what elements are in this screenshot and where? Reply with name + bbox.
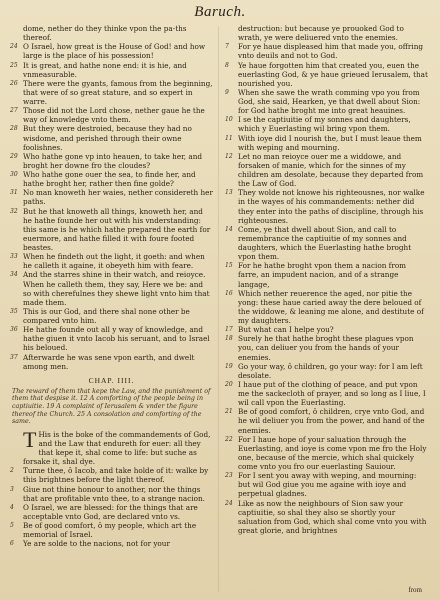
verse-number: 31 bbox=[10, 189, 18, 197]
verse-number: 30 bbox=[10, 171, 18, 178]
verse bbox=[10, 188, 213, 206]
verse bbox=[10, 325, 213, 352]
verse bbox=[225, 325, 428, 334]
verse-text: I haue put of the clothing of peace, and put vpon me the sackecloth of prayer, and so long as I liue, I wil call vpon the Euerlasting. bbox=[238, 379, 426, 408]
right-column bbox=[225, 24, 428, 535]
verse-text: Let no man reioyce ouer me a widdowe, and forsaken of manie, which for the sinnes of my children am desolate, because they departed from the Law of God. bbox=[238, 151, 424, 189]
verse bbox=[10, 503, 213, 521]
verse-number: 7 bbox=[225, 43, 229, 51]
verse bbox=[225, 289, 428, 326]
verse bbox=[225, 380, 428, 407]
right-verses bbox=[225, 24, 428, 535]
verse bbox=[10, 207, 213, 253]
verse-text: And the starres shine in their watch, and reioyce. When he calleth them, they say, Here we be: and so with cherefulnes they shewe light vnto him that made them. bbox=[23, 270, 210, 307]
verse bbox=[10, 270, 213, 307]
verse-text: For I haue hope of your saluation through the Euerlasting, and ioye is come vpon me fro the Holy one, because of the mercie, which shal quickely come vnto you fro our euerlasting Sauiour. bbox=[238, 434, 427, 471]
verse-number: 6 bbox=[10, 540, 14, 548]
verse-number: 8 bbox=[225, 61, 229, 69]
verse-text: Ye haue forgotten him that created you, euen the euerlasting God, & ye haue grieued Ierusalem, that nourished you. bbox=[238, 60, 428, 88]
verse bbox=[225, 88, 428, 115]
verse bbox=[10, 170, 213, 188]
verse-number: 10 bbox=[225, 116, 233, 124]
verse bbox=[225, 61, 428, 88]
verse bbox=[10, 24, 213, 42]
verse bbox=[225, 435, 428, 472]
verse-number: 16 bbox=[225, 289, 233, 297]
verse-number: 11 bbox=[225, 134, 233, 142]
verse bbox=[225, 24, 428, 42]
verse-number: 37 bbox=[10, 353, 18, 361]
verse-text: I se the captiuitie of my sonnes and daughters, which y Euerlasting wil bring vpon them. bbox=[238, 115, 411, 134]
verse-number: 3 bbox=[10, 485, 14, 493]
verse-text: His is the boke of the commandements of God, and the Law that endureth for euer: all they that kepe it, shal come to life: but suche as forsake it, shal dye. bbox=[23, 429, 211, 467]
verse-number: 33 bbox=[10, 253, 18, 261]
verse-number: 22 bbox=[225, 435, 233, 443]
verse-text: O Israel, how great is the House of God! and how large is the place of his possession! bbox=[23, 42, 206, 61]
verse bbox=[225, 407, 428, 434]
chapter-summary: The reward of them that kepe the Law, and the punishment of them that despise it. 12 A comforting of the people being in captiuitie. 19 A complaint of Ierusalem & vnder the figure thereof the Church. 25 A consolation and comforting of the same. bbox=[12, 387, 211, 426]
verse bbox=[225, 42, 428, 60]
verse bbox=[225, 188, 428, 225]
verse bbox=[10, 252, 213, 270]
verse-number: 32 bbox=[10, 207, 18, 215]
verse-text: For ye haue displeased him that made you, offring vnto deuils and not to God. bbox=[238, 42, 423, 61]
verse bbox=[10, 307, 213, 325]
verse bbox=[225, 471, 428, 498]
verse-number: 27 bbox=[10, 107, 18, 115]
verse-number: 23 bbox=[225, 472, 233, 480]
verse-text: Giue not thine honour to another, nor the things that are profitable vnto thee, to a strange nacion. bbox=[23, 484, 205, 503]
verse bbox=[10, 106, 213, 124]
verse-number: 9 bbox=[225, 88, 229, 96]
verse-number: 29 bbox=[10, 152, 18, 160]
verse bbox=[10, 426, 213, 467]
verse bbox=[225, 152, 428, 189]
verse-text: But they were destroied, because they had no wisdome, and perished through their owne foolishnes. bbox=[23, 124, 192, 152]
verse-number: 5 bbox=[10, 522, 14, 530]
verse-text: Come, ye that dwell about Sion, and call to remembrance the captiuitie of my sonnes and daughters, which the Euerlasting hathe broght vpon them. bbox=[238, 224, 412, 262]
left-column bbox=[10, 24, 213, 548]
verses-before-chapter bbox=[10, 24, 213, 371]
verse bbox=[10, 466, 213, 484]
verse-text: They wolde not knowe his righteousnes, nor walke in the wayes of his commandements: nether did they enter into the paths of discipline, through his righteousnes. bbox=[238, 188, 425, 225]
verse-number: 2 bbox=[10, 467, 14, 475]
verse bbox=[10, 539, 213, 548]
verse-number: 24 bbox=[225, 499, 233, 507]
verse-number: 25 bbox=[10, 61, 18, 69]
verse-text: When he findeth out the light, it goeth: and when he calleth it againe, it obeyeth him with feare. bbox=[23, 252, 205, 271]
verse bbox=[225, 134, 428, 152]
verse-text: dome, nether do they thinke vpon the pa-ths thereof. bbox=[23, 24, 187, 43]
verse-number: 20 bbox=[225, 380, 233, 388]
verse-text: When she sawe the wrath comming vpo you from God, she said, Hearken, ye that dwell about Sion: for God hathe broght me into great heauines. bbox=[238, 87, 421, 116]
verse-number: 24 bbox=[10, 43, 18, 51]
verse bbox=[225, 499, 428, 536]
verse bbox=[10, 521, 213, 539]
verse bbox=[10, 42, 213, 60]
verse-number: 12 bbox=[225, 152, 233, 160]
verse bbox=[225, 225, 428, 262]
verse-text: But he that knoweth all things, knoweth her, and he hathe founde her out with his vnderstanding: this same is he which hathe prepared the earth for euermore, and hathe filled it with foure footed beastes. bbox=[23, 206, 211, 252]
verse-text: With ioye did I nourish the, but I must leaue them with weping and mourning. bbox=[238, 133, 422, 152]
verse-text: Who hathe gone vp into heauen, to take her, and broght her downe fro the cloudes? bbox=[23, 151, 203, 170]
verse bbox=[225, 261, 428, 288]
verse-number: 18 bbox=[225, 335, 233, 343]
verse-text: Go your way, ô children, go your way: for I am left desolate. bbox=[238, 361, 423, 380]
chapter-heading: CHAP. IIII. bbox=[88, 375, 135, 385]
verse-number: 21 bbox=[225, 408, 233, 416]
verse-text: destruction: but because ye prouoked God to wrath, ye were deliuered vnto the enemies. bbox=[238, 24, 404, 43]
verse-number: 4 bbox=[10, 503, 14, 511]
verse-number: 26 bbox=[10, 79, 18, 87]
verse-text: Those did not the Lord chose, nether gaue he the way of knowledge vnto them. bbox=[23, 106, 205, 125]
verse-text: Be of good comfort, ô my people, which art the memorial of Israel. bbox=[23, 521, 197, 540]
verse-text: For he hathe broght vpon them a nacion from farre, an impudent nacion, and of a strange langage, bbox=[238, 261, 407, 289]
verse bbox=[10, 61, 213, 79]
verse-text: This is our God, and there shal none other be compared vnto him. bbox=[23, 306, 190, 325]
verse-text: Surely he that hathe broght these plagues vpon you, can deliuer you from the hands of your enemies. bbox=[238, 334, 414, 362]
verse bbox=[10, 79, 213, 106]
running-header: Baruch. bbox=[194, 4, 246, 20]
verse-text: O Israel, we are blessed: for the things that are acceptable vnto God, are declared vnto vs. bbox=[23, 502, 198, 521]
column-gutter bbox=[218, 26, 219, 592]
verse-number: 34 bbox=[10, 271, 18, 279]
verse bbox=[225, 334, 428, 361]
verse-text: Who hathe gone ouer the sea, to finde her, and hathe broght her, rather then fine golde? bbox=[23, 170, 196, 189]
verse-number: 15 bbox=[225, 262, 233, 270]
verses-after-chapter bbox=[10, 426, 213, 549]
drop-cap: T bbox=[23, 426, 37, 452]
verse bbox=[10, 353, 213, 371]
verse-text: It is great, and hathe none end: it is hie, and vnmeasurable. bbox=[23, 60, 187, 79]
verse-number: 35 bbox=[10, 307, 18, 315]
verse-text: Be of good comfort, ô children, crye vnto God, and he wil deliuer you from the power, and hand of the enemies. bbox=[238, 407, 425, 435]
verse-text: Which nether reuerence the aged, nor pitie the yong: these haue caried away the dere beloued of the widdowe, & leaning me alone, and destitute of my daughters. bbox=[238, 288, 424, 325]
verse-number: 14 bbox=[225, 225, 233, 233]
verse bbox=[10, 485, 213, 503]
verse-number: 28 bbox=[10, 125, 18, 133]
verse-text: Like as now the neighbours of Sion saw your captiuitie, so shal they also se shortly your saluation from God, which shal come vnto you with great glorie, and brightnes bbox=[238, 498, 427, 535]
verse-number: 19 bbox=[225, 362, 233, 370]
verse bbox=[10, 124, 213, 151]
verse-number: 13 bbox=[225, 189, 233, 197]
verse bbox=[225, 115, 428, 133]
verse-text: For I sent you away with weping, and mourning: but wil God giue you me againe with ioye and perpetual gladnes. bbox=[238, 471, 417, 499]
verse-text: Ye are solde to the nacions, not for your bbox=[23, 539, 170, 549]
verse-text: But what can I helpe you? bbox=[238, 325, 334, 335]
verse-text: He hathe founde out all y way of knowledge, and hathe giuen it vnto Iacob his seruant, and to Israel his beloued. bbox=[23, 325, 210, 353]
verse bbox=[225, 362, 428, 380]
verse-text: No man knoweth her waies, nether considereth her paths. bbox=[23, 188, 213, 207]
verse-text: There were the gyants, famous from the beginning, that were of so great stature, and so expert in warre. bbox=[23, 78, 213, 106]
verse bbox=[10, 152, 213, 170]
verse-text: Turne thee, ô Iacob, and take holde of it: walke by this brightnes before the light thereof. bbox=[23, 466, 209, 485]
catchword: from bbox=[408, 586, 422, 594]
verse-number: 17 bbox=[225, 326, 233, 334]
verse-text: Afterwarde he was sene vpon earth, and dwelt among men. bbox=[23, 352, 195, 371]
verse-number: 36 bbox=[10, 326, 18, 334]
